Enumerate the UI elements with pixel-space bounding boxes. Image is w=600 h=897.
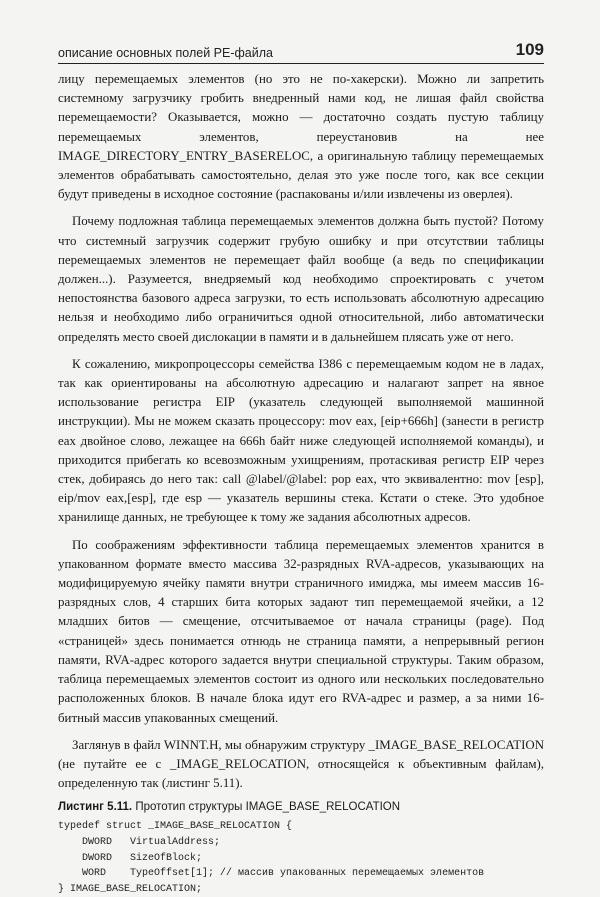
paragraph: К сожалению, микропроцессоры семейства I386 с перемещаемым кодом не в ладах, так как ориентированы на абсолютную адресацию и налагают запрет на явное использование регистра EIP (указатель следующей выполняемой машинной инструкции). Мы не можем сказать процессору: mov eax, [eip+666h] (занести в регистр eax двойное слово, лежащее на 666h байт ниже следующей исполняемой команды), и приходится прибегать ко всевозможным ухищрениям, протаскивая регистр EIP через стек, добираясь до него так: call @label/@label: pop eax, что эквивалентно: mov [esp], eip/mov eax,[esp], где esp — указатель вершины стека. Кстати о стеке. Это удобное хранилище данных, не требующее к тому же задания абсолютных адресов.: [58, 356, 544, 525]
listing-title: Прототип структуры IMAGE_BASE_RELOCATION: [135, 801, 401, 814]
paragraph: По соображениям эффективности таблица перемещаемых элементов хранится в упакованном формате вместо массива 32-разрядных RVA-адресов, указывающих на модифицируемую ячейку памяти внутри страничного имиджа, мы имеем массив 16-разрядных слов, 4 старших бита которых задают тип перемещаемой ячейки, а 12 младших битов — смещение, отсчитываемое от начала страницы (page). Под «страницей» здесь понимается отнюдь не страница памяти, а непрерывный регион памяти, RVA-адрес которого задается внутри специальной структуры. Таким образом, таблица перемещаемых элементов состоит из одного или нескольких последовательно расположенных блоков. В начале блока идут его RVA-адрес и размер, а за ними 16-битный массив упакованных смещений.: [58, 537, 544, 725]
paragraph: Почему подложная таблица перемещаемых элементов должна быть пустой? Потому что системный загрузчик содержит грубую ошибку и при отсутствии таблицы перемещаемых элементов не перемещает файл вообще (а ведь по спецификации должен...). Разумеется, внедряемый код необходимо спроектировать с учетом непостоянства базового адреса загрузки, то есть использовать абсолютную адресацию нельзя и необходимо либо ограничиться одной относительной, либо автоматически определять место своей дислокации в памяти и в дальнейшем плясать уже от него.: [58, 214, 544, 344]
section-title: описание основных полей PE-файла: [58, 46, 273, 60]
code-listing: typedef struct _IMAGE_BASE_RELOCATION { DWORD VirtualAddress; DWORD SizeOfBlock; WORD TypeOffset[1]; // массив упакованных перемещаемых элементов } IMAGE_BASE_RELOCATION;: [58, 821, 485, 895]
page-number: 109: [515, 40, 544, 59]
paragraph: Заглянув в файл WINNT.H, мы обнаружим структуру _IMAGE_BASE_RELOCATION (не путайте ее с _IMAGE_RELOCATION, относящейся к объективным файлам), определенную так (листинг 5.11).: [58, 737, 544, 791]
listing-caption: [58, 801, 544, 813]
book-page: [58, 40, 544, 897]
listing-label: Листинг 5.11.: [58, 801, 133, 814]
page-body: [58, 70, 544, 897]
paragraph: лицу перемещаемых элементов (но это не по-хакерски). Можно ли запретить системному загрузчику гробить внедренный нами код, не лишая файл свойства перемещаемости? Оказывается, можно — достаточно создать пустую таблицу перемещаемых элементов, переустановив на нее IMAGE_DIRECTORY_ENTRY_BASERELOC, а оригинальную таблицу перемещаемых элементов обрабатывать самостоятельно, делая это уже после того, как все секции будут приведены в исходное состояние (распакованы и/или извлечены из оверлея).: [58, 72, 544, 202]
running-header: [58, 40, 544, 64]
